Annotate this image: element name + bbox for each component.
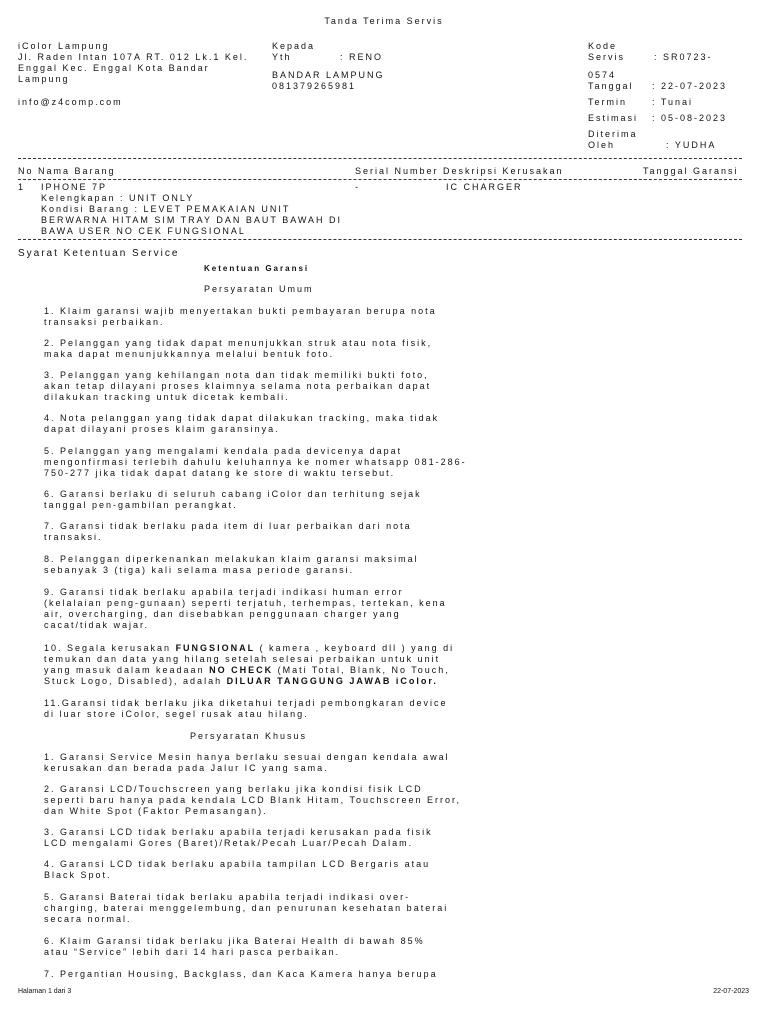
khusus-item bbox=[44, 859, 464, 881]
item10-text: 10. Segala kerusakan bbox=[44, 643, 176, 653]
umum-line: 8. Pelanggan diperkenankan melakukan klaim garansi maksimal bbox=[44, 554, 419, 564]
company-address-line: Enggal Kec. Enggal Kota Bandar bbox=[18, 63, 210, 73]
item10-bold-fungsional: FUNGSIONAL bbox=[175, 643, 256, 653]
document-title: Tanda Terima Servis bbox=[324, 16, 444, 26]
company-name: iColor Lampung bbox=[18, 41, 110, 51]
header-no-nama: No Nama Barang bbox=[18, 166, 116, 176]
company-address-line: Lampung bbox=[18, 74, 70, 84]
umum-line: 750-277 jika tidak dapat datang ke store di waktu tersebut. bbox=[44, 468, 396, 478]
item10-text: ( kamera , keyboard dll ) yang di bbox=[255, 643, 455, 653]
servis-value: : SR0723- bbox=[654, 52, 713, 62]
umum-item bbox=[44, 489, 464, 511]
diterima-label: Diterima bbox=[588, 129, 638, 139]
khusus-item bbox=[44, 969, 464, 980]
header-tanggal-garansi: Tanggal Garansi bbox=[643, 166, 739, 176]
yth-label: Yth bbox=[272, 52, 292, 62]
umum-item bbox=[44, 446, 467, 479]
row-number: 1 bbox=[18, 182, 26, 192]
item10-line: temukan dan data yang hilang setelah selesai perbaikan untuk unit bbox=[44, 654, 441, 664]
khusus-line: LCD mengalami Gores (Baret)/Retak/Pecah Luar/Pecah Dalam. bbox=[44, 838, 414, 848]
row-detail-line: BERWARNA HITAM SIM TRAY DAN BAUT BAWAH DI bbox=[41, 215, 343, 225]
item11-line: 11.Garansi tidak berlaku jika diketahui terjadi pembongkaran device bbox=[44, 698, 448, 708]
khusus-line: 7. Pergantian Housing, Backglass, dan Kaca Kamera hanya berupa bbox=[44, 969, 438, 979]
servis-label: Servis bbox=[588, 52, 626, 62]
umum-line: tanggal pen-gambilan perangkat. bbox=[44, 500, 238, 510]
umum-item bbox=[44, 587, 464, 631]
umum-line: 6. Garansi berlaku di seluruh cabang iColor dan terhitung sejak bbox=[44, 489, 422, 499]
oleh-value: : YUDHA bbox=[666, 140, 717, 150]
umum-item bbox=[44, 338, 464, 360]
item11-line: di luar store iColor, segel rusak atau hilang. bbox=[44, 709, 309, 719]
umum-line: 2. Pelanggan yang tidak dapat menunjukkan struk atau nota fisik, bbox=[44, 338, 433, 348]
yth-value: : RENO bbox=[340, 52, 384, 62]
row-description: IC CHARGER bbox=[446, 182, 523, 192]
umum-item bbox=[44, 413, 464, 435]
tanggal-label: Tanggal bbox=[588, 81, 634, 91]
row-details bbox=[41, 193, 342, 237]
row-detail-line: Kelengkapan : UNIT ONLY bbox=[41, 193, 195, 203]
company-info bbox=[18, 41, 248, 108]
recipient-city: BANDAR LAMPUNG bbox=[272, 70, 385, 80]
khusus-item bbox=[44, 936, 464, 958]
umum-line: (kelalaian peng-gunaan) seperti terjatuh, terhempas, tertekan, kena bbox=[44, 598, 447, 608]
estimasi-label: Estimasi bbox=[588, 113, 639, 123]
khusus-line: 4. Garansi LCD tidak berlaku apabila tampilan LCD Bergaris atau bbox=[44, 859, 431, 869]
khusus-item bbox=[44, 827, 464, 849]
header-serial-deskripsi: Serial Number Deskripsi Kerusakan bbox=[355, 166, 564, 176]
khusus-line: 1. Garansi Service Mesin hanya berlaku sesuai dengan kendala awal bbox=[44, 752, 450, 762]
row-detail-line: Kondisi Barang : LEVET PEMAKAIAN UNIT bbox=[41, 204, 291, 214]
khusus-line: dan White Spot (Faktor Pemasangan). bbox=[44, 806, 268, 816]
khusus-item bbox=[44, 752, 464, 774]
table-top-divider bbox=[18, 158, 742, 159]
item10-text: yang masuk dalam keadaan bbox=[44, 665, 210, 675]
oleh-label: Oleh bbox=[588, 140, 616, 150]
umum-line: transaksi perbaikan. bbox=[44, 317, 165, 327]
company-address-line: Jl. Raden Intan 107A RT. 012 Lk.1 Kel. bbox=[18, 52, 249, 62]
recipient-phone: 081379265981 bbox=[272, 81, 357, 91]
umum-line: 5. Pelanggan yang mengalami kendala pada devicenya dapat bbox=[44, 446, 403, 456]
terms-subheading: Ketentuan Garansi bbox=[204, 264, 310, 273]
tanggal-value: : 22-07-2023 bbox=[652, 81, 728, 91]
umum-line: 4. Nota pelanggan yang tidak dapat dilakukan tracking, maka tidak bbox=[44, 413, 440, 423]
umum-line: air, overcharging, dan disebabkan penggunaan charger yang bbox=[44, 609, 401, 619]
page-number: Halaman 1 dari 3 bbox=[18, 988, 72, 995]
umum-item bbox=[44, 370, 464, 403]
umum-line: maka dapat menunjukkannya melalui bentuk foto. bbox=[44, 349, 335, 359]
servis-value-cont: 0574 bbox=[588, 70, 617, 80]
khusus-line: 5. Garansi Baterai tidak berlaku apabila terjadi indikasi over- bbox=[44, 892, 411, 902]
khusus-title: Persyaratan Khusus bbox=[190, 731, 308, 741]
umum-title: Persyaratan Umum bbox=[204, 284, 314, 294]
umum-line: 3. Pelanggan yang kehilangan nota dan tidak memiliki bukti foto, bbox=[44, 370, 429, 380]
khusus-item bbox=[44, 784, 464, 817]
company-email: info@z4comp.com bbox=[18, 97, 123, 107]
khusus-line: charging, baterai menggelembung, dan penurunan kesehatan baterai bbox=[44, 903, 449, 913]
kode-label: Kode bbox=[588, 41, 618, 51]
terms-heading: Syarat Ketentuan Service bbox=[18, 248, 180, 259]
umum-line: dapat dilayani proses klaim garansinya. bbox=[44, 424, 280, 434]
row-item-name: IPHONE 7P bbox=[41, 182, 108, 192]
khusus-line: secara normal. bbox=[44, 914, 132, 924]
umum-line: 7. Garansi tidak berlaku pada item di luar perbaikan dari nota bbox=[44, 521, 412, 531]
umum-item bbox=[44, 554, 464, 576]
khusus-item bbox=[44, 892, 464, 925]
item10-bold-disclaimer: DILUAR TANGGUNG JAWAB iColor. bbox=[226, 676, 438, 686]
table-bottom-divider bbox=[18, 239, 742, 240]
item10-text: (Mati Total, Blank, No Touch, bbox=[273, 665, 450, 675]
umum-line: akan tetap dilayani proses klaimnya selama nota perbaikan dapat bbox=[44, 381, 432, 391]
row-detail-line: BAWA USER NO CEK FUNGSIONAL bbox=[41, 226, 246, 236]
umum-line: mengonfirmasi terlebih dahulu keluhannya ke nomer whatsapp 081-286- bbox=[44, 457, 467, 467]
umum-item bbox=[44, 521, 464, 543]
item10-bold-nocheck: NO CHECK bbox=[209, 665, 274, 675]
khusus-line: Black Spot. bbox=[44, 870, 112, 880]
umum-item bbox=[44, 306, 464, 328]
row-serial: - bbox=[355, 182, 360, 192]
umum-line: dilakukan tracking untuk dicetak kembali. bbox=[44, 392, 290, 402]
khusus-line: 6. Klaim Garansi tidak berlaku jika Baterai Health di bawah 85% bbox=[44, 936, 425, 946]
umum-line: 1. Klaim garansi wajib menyertakan bukti pembayaran berupa nota bbox=[44, 306, 437, 316]
khusus-line: seperti baru hanya pada kendala LCD Blank Hitam, Touchscreen Error, bbox=[44, 795, 461, 805]
footer-date: 22-07-2023 bbox=[713, 988, 749, 995]
termin-label: Termin bbox=[588, 97, 628, 107]
umum-line: sebanyak 3 (tiga) kali selama masa periode garansi. bbox=[44, 565, 355, 575]
estimasi-value: : 05-08-2023 bbox=[652, 113, 728, 123]
item10-text: Stuck Logo, Disabled), adalah bbox=[44, 676, 227, 686]
umum-line: cacat/tidak wajar. bbox=[44, 620, 150, 630]
kepada-label: Kepada bbox=[272, 41, 316, 51]
umum-line: 9. Garansi tidak berlaku apabila terjadi indikasi human error bbox=[44, 587, 404, 597]
khusus-line: 2. Garansi LCD/Touchscreen yang berlaku jika kondisi fisik LCD bbox=[44, 784, 423, 794]
termin-value: : Tunai bbox=[652, 97, 694, 107]
khusus-line: 3. Garansi LCD tidak berlaku apabila terjadi kerusakan pada fisik bbox=[44, 827, 433, 837]
umum-line: transaksi. bbox=[44, 532, 103, 542]
umum-item-10 bbox=[44, 643, 464, 687]
khusus-line: kerusakan dan berada pada Jalur IC yang sama. bbox=[44, 763, 329, 773]
umum-item-11 bbox=[44, 698, 464, 720]
khusus-line: atau “Service” lebih dari 14 hari pasca perbaikan. bbox=[44, 947, 341, 957]
table-header-divider bbox=[18, 179, 742, 180]
